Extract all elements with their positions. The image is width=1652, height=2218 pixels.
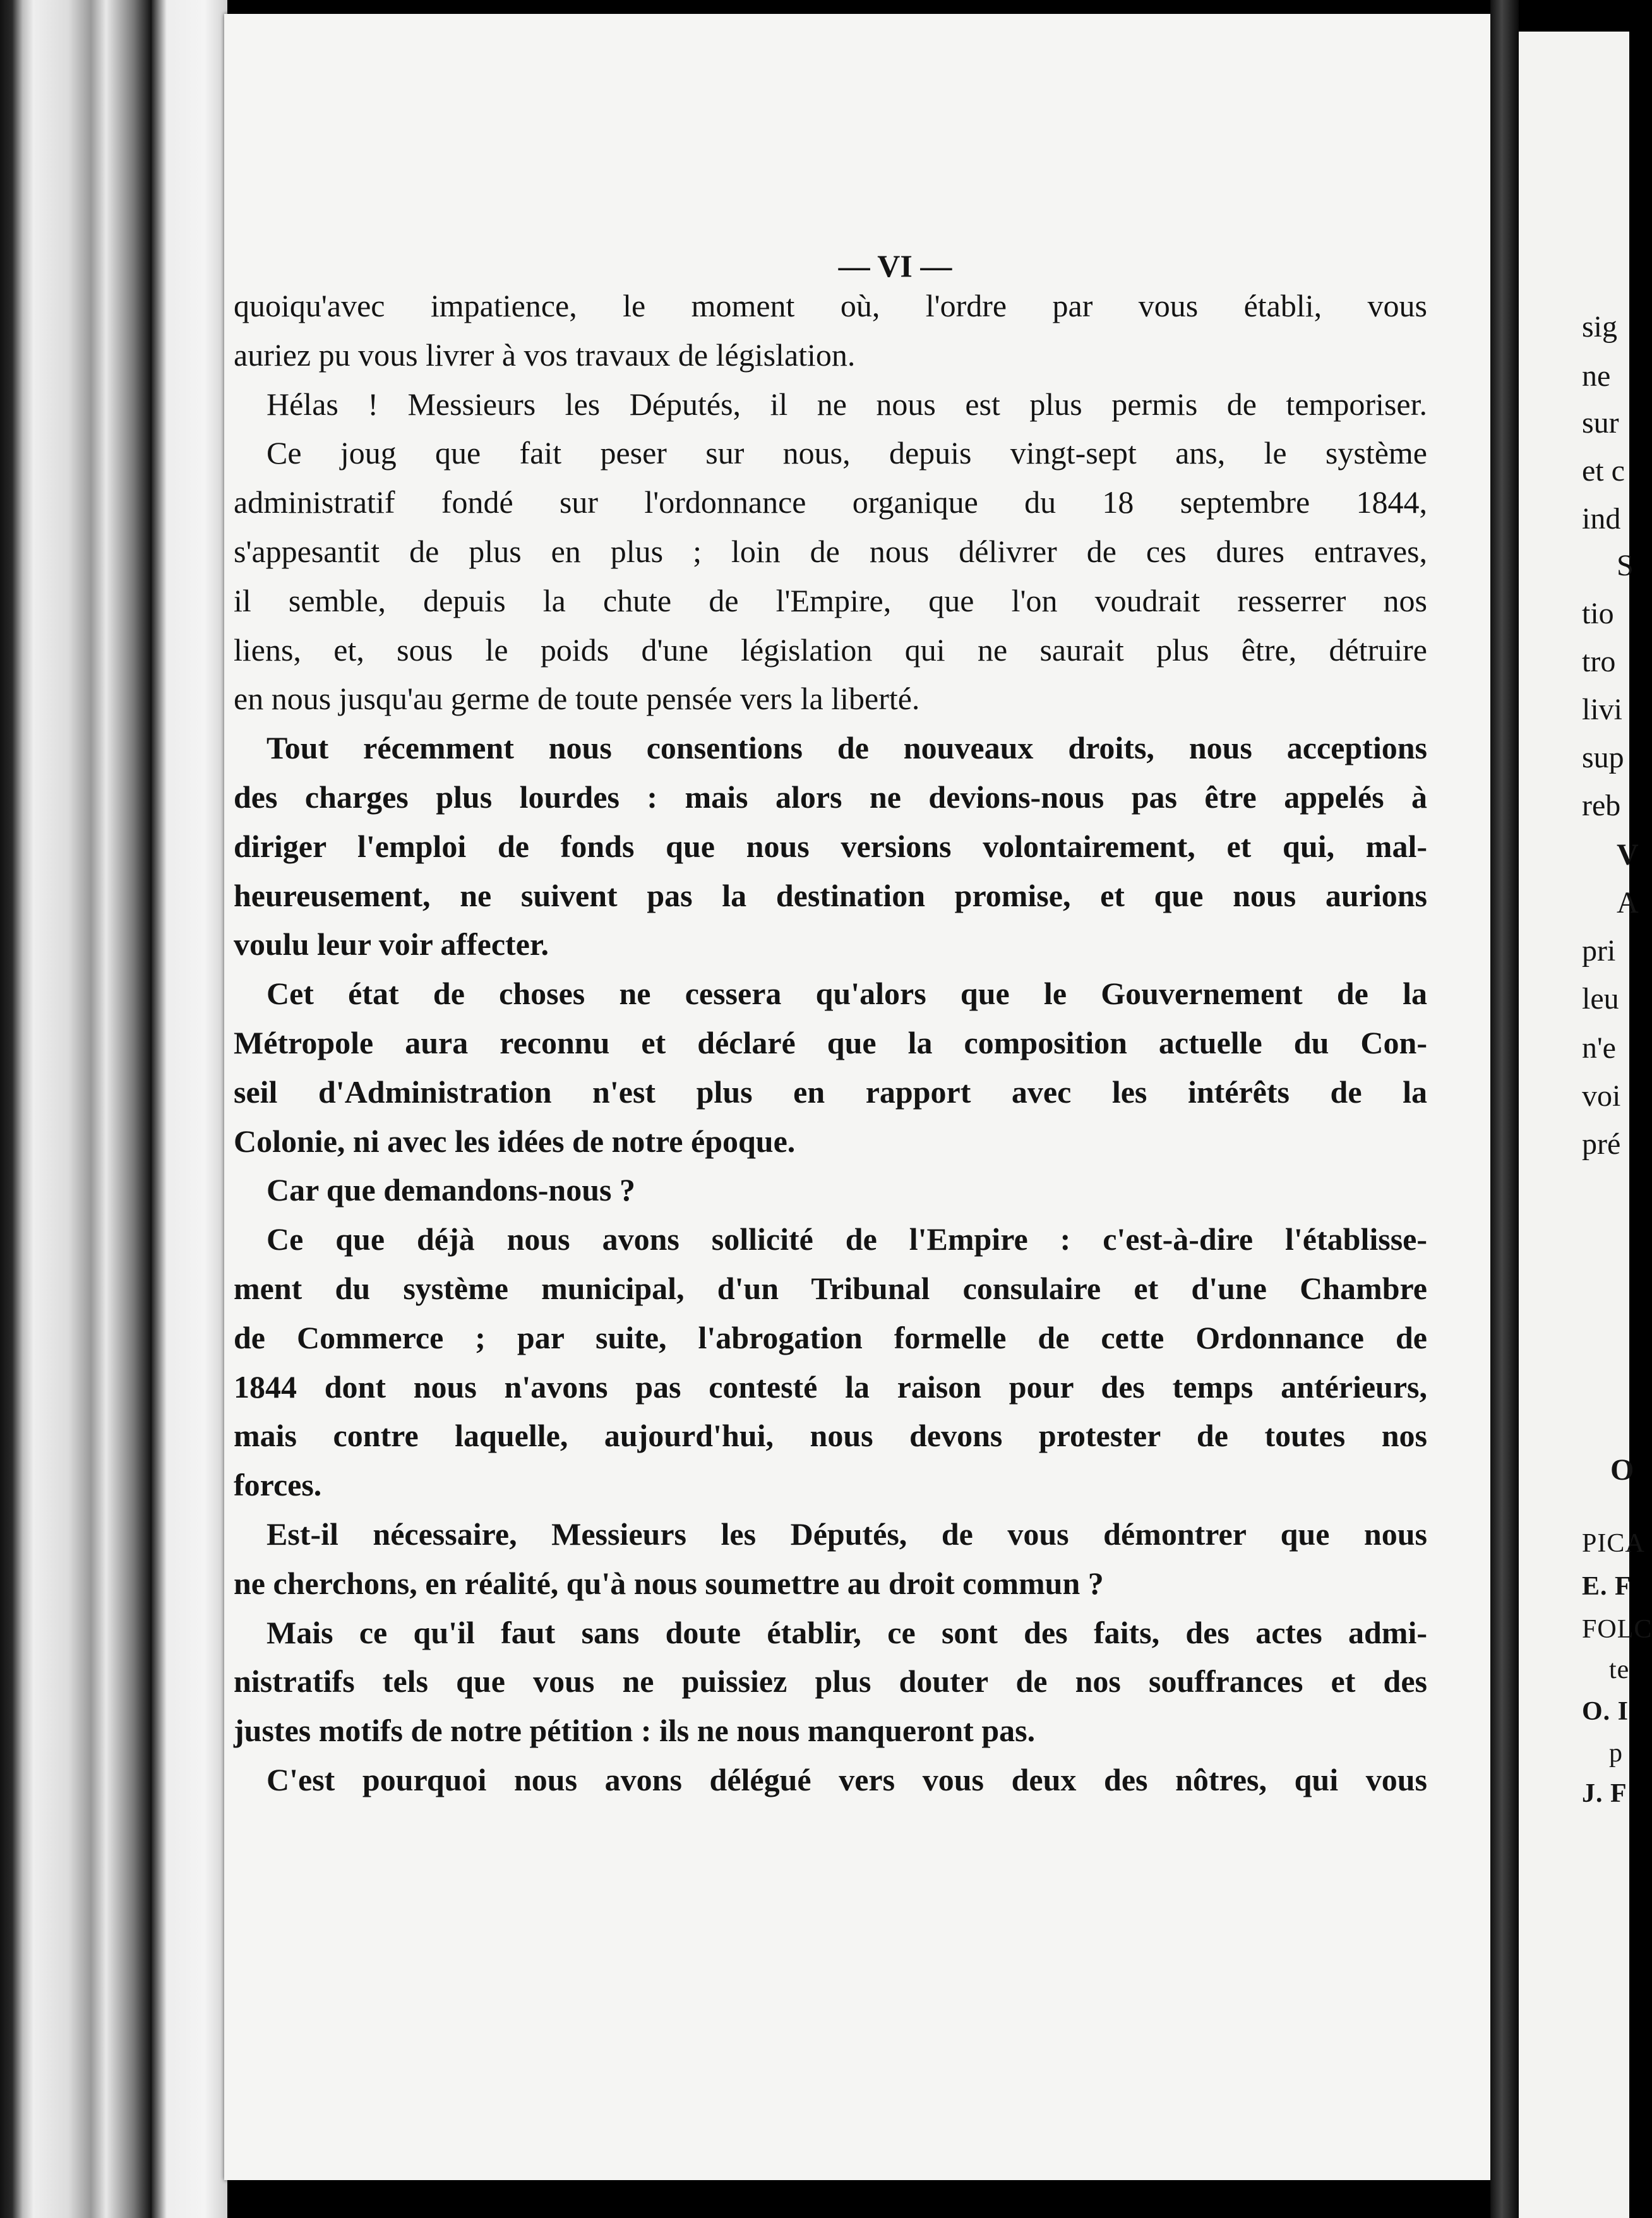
paragraph-10 — [234, 1756, 1427, 1805]
previous-page-edges — [152, 0, 227, 2218]
facing-page-fragment: et c — [1582, 454, 1625, 488]
text-line: diriger l'emploi de fonds que nous versions volontairement, et qui, mal- — [234, 828, 1427, 864]
facing-page-fragment: leu — [1582, 982, 1619, 1016]
facing-page-fragment: p — [1609, 1739, 1623, 1768]
facing-page-fragment: te — [1609, 1655, 1630, 1684]
facing-page-fragment: reb — [1582, 789, 1621, 822]
paragraph-7 — [234, 1215, 1427, 1510]
text-line: auriez pu vous livrer à vos travaux de législation. — [234, 337, 856, 373]
text-line: justes motifs de notre pétition : ils ne nous manqueront pas. — [234, 1713, 1036, 1749]
paragraph-6 — [234, 1166, 1427, 1215]
text-line: quoiqu'avec impatience, le moment où, l'ordre par vous établi, vous — [234, 288, 1427, 323]
text-line: Ce que déjà nous avons sollicité de l'Empire : c'est-à-dire l'établisse- — [266, 1221, 1427, 1257]
book-spine-edge — [0, 0, 152, 2218]
text-line: des charges plus lourdes : mais alors ne devions-nous pas être appelés à — [234, 779, 1427, 815]
facing-page-fragment: sig — [1582, 310, 1618, 344]
facing-page-fragment: tro — [1582, 645, 1616, 678]
text-line: voulu leur voir affecter. — [234, 926, 549, 962]
text-line: de Commerce ; par suite, l'abrogation formelle de cette Ordonnance de — [234, 1319, 1427, 1355]
text-line: forces. — [234, 1467, 322, 1503]
page-folio: — VI — — [838, 248, 952, 284]
text-line: Tout récemment nous consentions de nouveaux droits, nous acceptions — [266, 730, 1427, 766]
text-line: Colonie, ni avec les idées de notre époque. — [234, 1123, 796, 1159]
facing-page-fragment: ne — [1582, 359, 1611, 393]
text-line: ment du système municipal, d'un Tribunal consulaire et d'une Chambre — [234, 1270, 1427, 1306]
facing-page-fragment: O. I — [1582, 1697, 1629, 1726]
text-line: Métropole aura reconnu et déclaré que la composition actuelle du Con- — [234, 1024, 1427, 1060]
facing-page-fragment: FOLC — [1582, 1615, 1652, 1644]
text-line: Cet état de choses ne cessera qu'alors que le Gouvernement de la — [266, 976, 1427, 1012]
text-line: nistratifs tels que vous ne puissiez plus douter de nos souffrances et des — [234, 1664, 1427, 1699]
facing-page-fragment: E. F — [1582, 1572, 1632, 1601]
text-line: C'est pourquoi nous avons délégué vers vous deux des nôtres, qui vous — [266, 1761, 1427, 1797]
facing-page-fragment: O — [1610, 1453, 1634, 1487]
facing-page-fragment: PICA — [1582, 1529, 1645, 1558]
facing-page — [1519, 32, 1629, 2218]
text-line: en nous jusqu'au germe de toute pensée vers la liberté. — [234, 681, 920, 717]
text-line: s'appesantit de plus en plus ; loin de nous délivrer de ces dures entraves, — [234, 533, 1427, 569]
paragraph-3 — [234, 429, 1427, 724]
text-line: liens, et, sous le poids d'une législation qui ne saurait plus être, détruire — [234, 632, 1427, 668]
facing-page-fragment: voi — [1582, 1079, 1621, 1113]
paragraph-1 — [234, 282, 1427, 380]
text-line: Mais ce qu'il faut sans doute établir, ce sont des faits, des actes admi- — [266, 1614, 1427, 1650]
facing-page-fragment: sup — [1582, 741, 1624, 774]
facing-page-fragment: A — [1617, 886, 1639, 920]
facing-page-fragment: ind — [1582, 502, 1621, 536]
text-line: Ce joug que fait peser sur nous, depuis vingt-sept ans, le système — [266, 435, 1427, 471]
paragraph-9 — [234, 1609, 1427, 1756]
facing-page-fragment: tio — [1582, 597, 1614, 630]
facing-page-fragment: J. F — [1582, 1779, 1627, 1808]
facing-page-fragment: S — [1617, 549, 1634, 582]
text-line: ne cherchons, en réalité, qu'à nous soumettre au droit commun ? — [234, 1565, 1104, 1601]
text-line: Est-il nécessaire, Messieurs les Députés, de vous démontrer que nous — [266, 1516, 1427, 1552]
text-line: mais contre laquelle, aujourd'hui, nous devons protester de toutes nos — [234, 1418, 1427, 1454]
book-gutter — [1490, 0, 1519, 2218]
text-line: heureusement, ne suivent pas la destination promise, et que nous aurions — [234, 877, 1427, 913]
paragraph-2 — [234, 380, 1427, 429]
text-line: administratif fondé sur l'ordonnance organique du 18 septembre 1844, — [234, 484, 1427, 520]
facing-page-fragment: pré — [1582, 1127, 1621, 1161]
paragraph-5 — [234, 969, 1427, 1166]
text-line: seil d'Administration n'est plus en rapport avec les intérêts de la — [234, 1074, 1427, 1110]
paragraph-8 — [234, 1510, 1427, 1609]
text-line: il semble, depuis la chute de l'Empire, que l'on voudrait resserrer nos — [234, 582, 1427, 618]
text-line: 1844 dont nous n'avons pas contesté la raison pour des temps antérieurs, — [234, 1369, 1427, 1405]
facing-page-fragment: livi — [1582, 693, 1623, 726]
page-body — [234, 282, 1427, 1805]
facing-page-fragment: n'e — [1582, 1031, 1616, 1065]
facing-page-fragment: V — [1617, 838, 1639, 872]
text-line: Car que demandons-nous ? — [266, 1172, 635, 1208]
paragraph-4 — [234, 724, 1427, 969]
facing-page-fragment: sur — [1582, 406, 1619, 440]
facing-page-fragment: pri — [1582, 934, 1616, 968]
text-line: Hélas ! Messieurs les Députés, il ne nous est plus permis de temporiser. — [266, 386, 1427, 422]
